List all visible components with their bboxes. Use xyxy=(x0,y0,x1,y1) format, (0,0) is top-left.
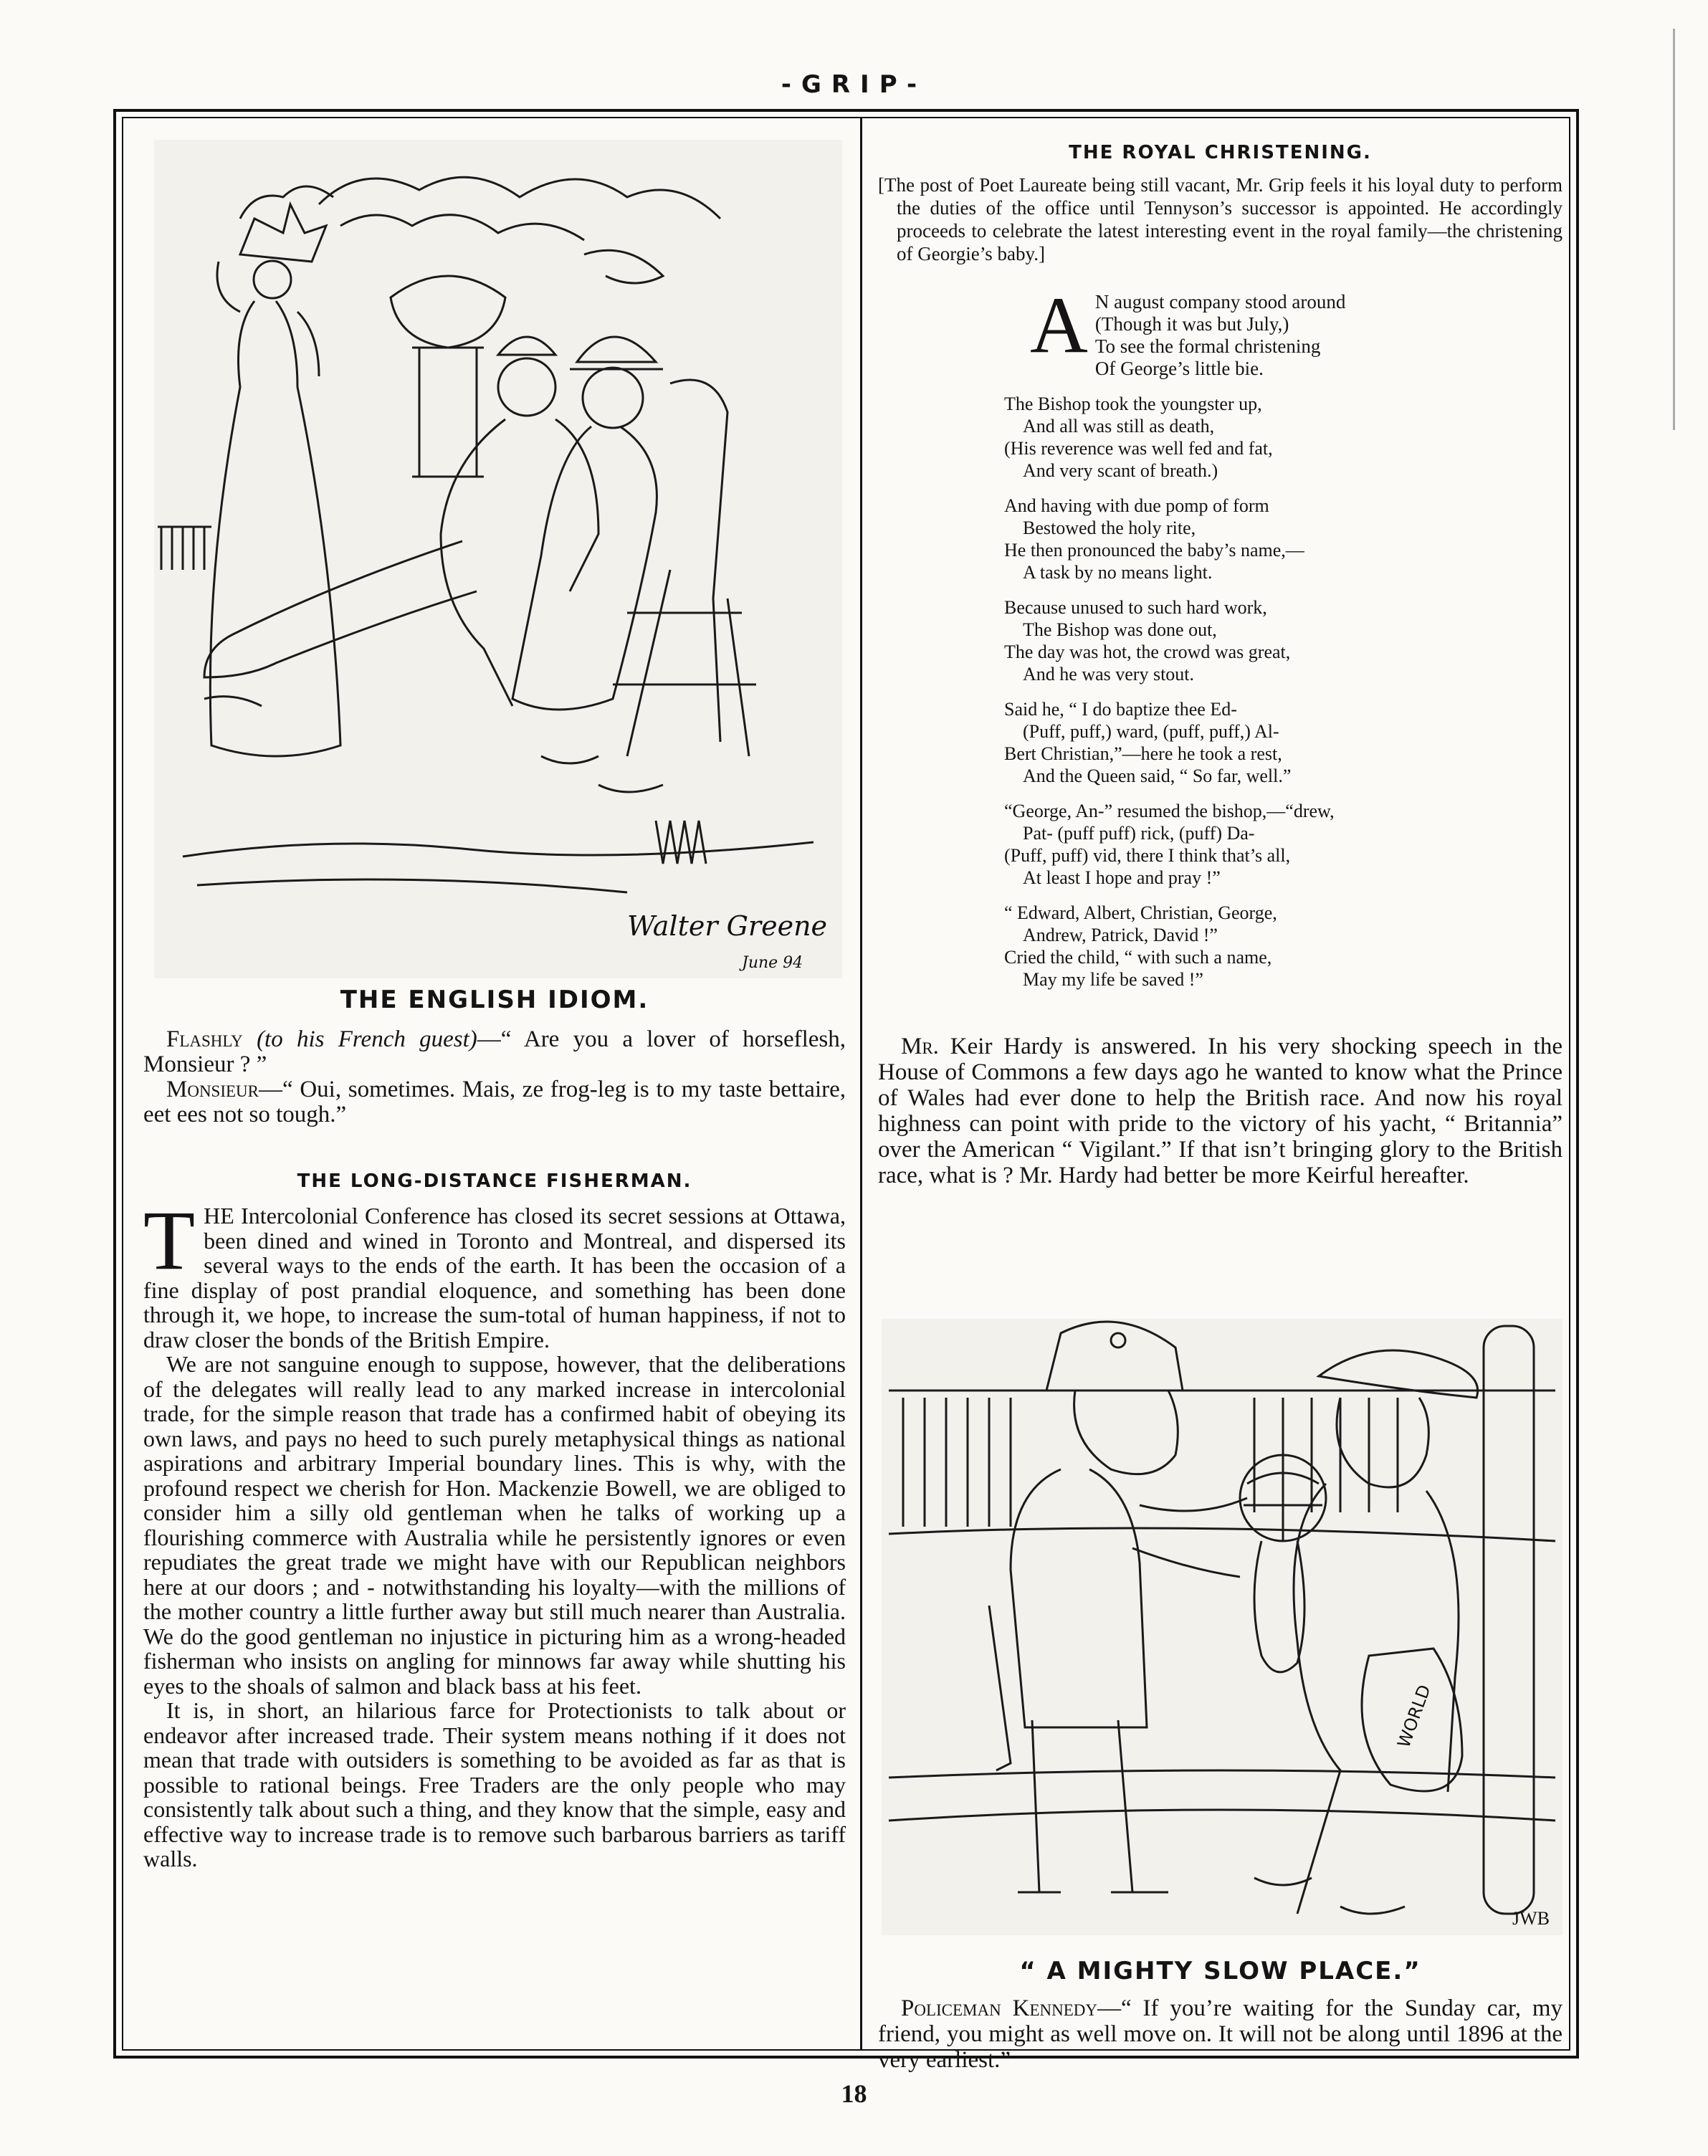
column-divider xyxy=(860,117,862,2051)
verse-line: And very scant of breath.) xyxy=(1023,460,1218,481)
dropcap-a: A xyxy=(1030,281,1088,370)
stanza xyxy=(1004,495,1563,583)
speaker-flashly: Flashly xyxy=(166,1026,243,1052)
verse-line: Bestowed the holy rite, xyxy=(1023,517,1196,538)
right-column xyxy=(878,136,1563,1188)
monsieur-speech: —“ Oui, sometimes. Mais, ze frog-leg is to my taste bettaire, eet ees not so tough.” xyxy=(143,1077,846,1127)
verse-line: Pat- (puff puff) rick, (puff) Da- xyxy=(1023,823,1255,844)
fisherman-paragraph-text: HE Intercolonial Conference has closed its secret sessions at Ottawa, been dined and wined in Toronto and Montreal, and dispersed its several ways to the ends of the earth. It has been the occasion of a fine display of post prandial eloquence, and something has been done through it, we hope, to increase the sum-total of human happiness, if not to draw closer the bonds of the British Empire. xyxy=(143,1203,846,1353)
slow-place-caption-block xyxy=(878,1957,1563,2073)
verse-line: (His reverence was well fed and fat, xyxy=(1004,438,1273,459)
verse-line: The Bishop was done out, xyxy=(1023,619,1217,640)
left-column xyxy=(143,986,846,1871)
keir-hardy-text: Keir Hardy is answered. In his very shocking speech in the House of Commons a few days ago he wanted to know what the Prince of Wales had ever done to help the British race. And now his royal highness can point with pride to the victory of his yacht, “ Britannia” over the American “ Vigilant.” If that isn’t bringing glory to the British race, what is ? Mr. Hardy had better be more Keirful hereafter. xyxy=(878,1034,1563,1188)
verse-line: And the Queen said, “ So far, well.” xyxy=(1023,765,1292,786)
verse-line: Because unused to such hard work, xyxy=(1004,597,1267,618)
verse-line: The Bishop took the youngster up, xyxy=(1004,393,1262,414)
mighty-slow-place-cartoon xyxy=(882,1319,1563,1935)
stanza xyxy=(1004,393,1563,482)
cartoonist-initials: JWB xyxy=(1512,1908,1550,1929)
verse-line: A task by no means light. xyxy=(1023,562,1213,583)
verse-line: Cried the child, “ with such a name, xyxy=(1004,947,1272,968)
verse-line: May my life be saved !” xyxy=(1023,969,1203,990)
page-number: 18 xyxy=(841,2079,867,2108)
verse-line: Of George’s little bie. xyxy=(1094,358,1264,379)
verse-line: And he was very stout. xyxy=(1023,664,1195,685)
keir-hardy-lead: Mr. xyxy=(901,1034,939,1059)
verse-line: And having with due pomp of form xyxy=(1004,495,1269,516)
christening-title: THE ROYAL CHRISTENING. xyxy=(1069,142,1372,163)
verse-line: Said he, “ I do baptize thee Ed- xyxy=(1004,699,1237,720)
keir-hardy-article xyxy=(878,1034,1563,1188)
verse-line: The day was hot, the crowd was great, xyxy=(1004,641,1291,662)
slow-place-title: “ A MIGHTY SLOW PLACE.” xyxy=(1019,1957,1421,1985)
fisherman-paragraph xyxy=(143,1193,846,1353)
stanza xyxy=(1004,902,1563,991)
verse-line: (Puff, puff,) ward, (puff, puff,) Al- xyxy=(1023,721,1279,742)
verse-line: At least I hope and pray !” xyxy=(1023,867,1221,888)
verse-line: (Though it was but July,) xyxy=(1094,313,1289,335)
stanza xyxy=(1030,281,1563,380)
dropcap-t: T xyxy=(143,1193,196,1287)
fisherman-article xyxy=(143,1193,846,1871)
policeman-speech: —“ If you’re waiting for the Sunday car, my friend, you might as well move on. It will not be along until 1896 at the very earliest.” xyxy=(878,1995,1563,2073)
cartoon-date: June 94 xyxy=(742,954,803,972)
stanza-list xyxy=(1004,393,1563,991)
stanza xyxy=(1004,698,1563,787)
idiom-line-flashly xyxy=(143,1027,846,1077)
masthead: -GRIP- xyxy=(781,70,927,99)
verse-line: “George, An-” resumed the bishop,—“drew, xyxy=(1004,801,1335,821)
flashly-speech: —“ Are you a lover of horseflesh, Monsieur ? ” xyxy=(143,1026,846,1077)
fisherman-title: THE LONG-DISTANCE FISHERMAN. xyxy=(297,1170,692,1192)
verse-line: Andrew, Patrick, David !” xyxy=(1023,925,1218,945)
cartoon-signature: Walter Greene xyxy=(627,910,828,942)
verse-line: N august company stood around xyxy=(1094,291,1346,313)
verse-line: “ Edward, Albert, Christian, George, xyxy=(1004,902,1277,923)
idiom-dialogue xyxy=(143,1027,846,1127)
speaker-policeman: Policeman Kennedy xyxy=(901,1995,1097,2021)
stanza xyxy=(1004,800,1563,889)
verse-line: He then pronounced the baby’s name,— xyxy=(1004,540,1304,561)
verse-line: Bert Christian,”—here he took a rest, xyxy=(1004,743,1282,764)
speaker-monsieur: Monsieur xyxy=(166,1077,259,1102)
christening-poem xyxy=(1004,281,1563,991)
verse-line: To see the formal christening xyxy=(1094,335,1321,357)
christening-intro: [The post of Poet Laureate being still vacant, Mr. Grip feels it his loyal duty to perform the duties of the office until Tennyson’s successor is appointed. He accordingly proceeds to celebrate the latest interesting event in the royal family—the christening of Georgie’s baby.] xyxy=(878,174,1563,264)
verse-line: And all was still as death, xyxy=(1023,416,1215,437)
bag-label: WORLD xyxy=(1393,1682,1435,1751)
slow-place-caption xyxy=(878,1995,1563,2073)
idiom-line-monsieur xyxy=(143,1077,846,1127)
stage-direction: (to his French guest) xyxy=(257,1026,477,1052)
stanza xyxy=(1004,596,1563,685)
fisherman-paragraph: We are not sanguine enough to suppose, however, that the deliberations of the delegates will really lead to any marked increase in intercolonial trade, for the simple reason that trade has a confirmed habit of obeying its own laws, and pays no heed to such purely metaphysical things as national aspirations and arbitrary Imperial boundary lines. This is why, with the profound respect we cherish for Hon. Mackenzie Bowell, we are obliged to consider him a silly old gentleman when he talks of working up a flourishing commerce with Australia while he persistently ignores or even repudiates the great trade we might have with our Republican neighbors here at our doors ; and - notwithstanding his loyalty—with the millions of the mother country a little further away but still much nearer than Australia. We do the good gentleman no injustice in picturing him as a wrong-headed fisherman who insists on angling for minnows far away while shutting his eyes to the shoals of salmon and black bass at his feet. xyxy=(143,1351,846,1699)
verse-line: (Puff, puff) vid, there I think that’s all, xyxy=(1004,845,1291,866)
idiom-title: THE ENGLISH IDIOM. xyxy=(340,986,649,1014)
fisherman-paragraph: It is, in short, an hilarious farce for Protectionists to talk about or endeavor after increased trade. Their system means nothing if it does not mean that trade with outsiders is something to be avoided as far as that is possible to rational beings. Free Traders are the only people who may consistently talk about such a thing, and they know that the simple, easy and effective way to increase trade is to remove such barbarous barriers as tariff walls. xyxy=(143,1697,846,1871)
english-idiom-cartoon xyxy=(154,140,842,978)
